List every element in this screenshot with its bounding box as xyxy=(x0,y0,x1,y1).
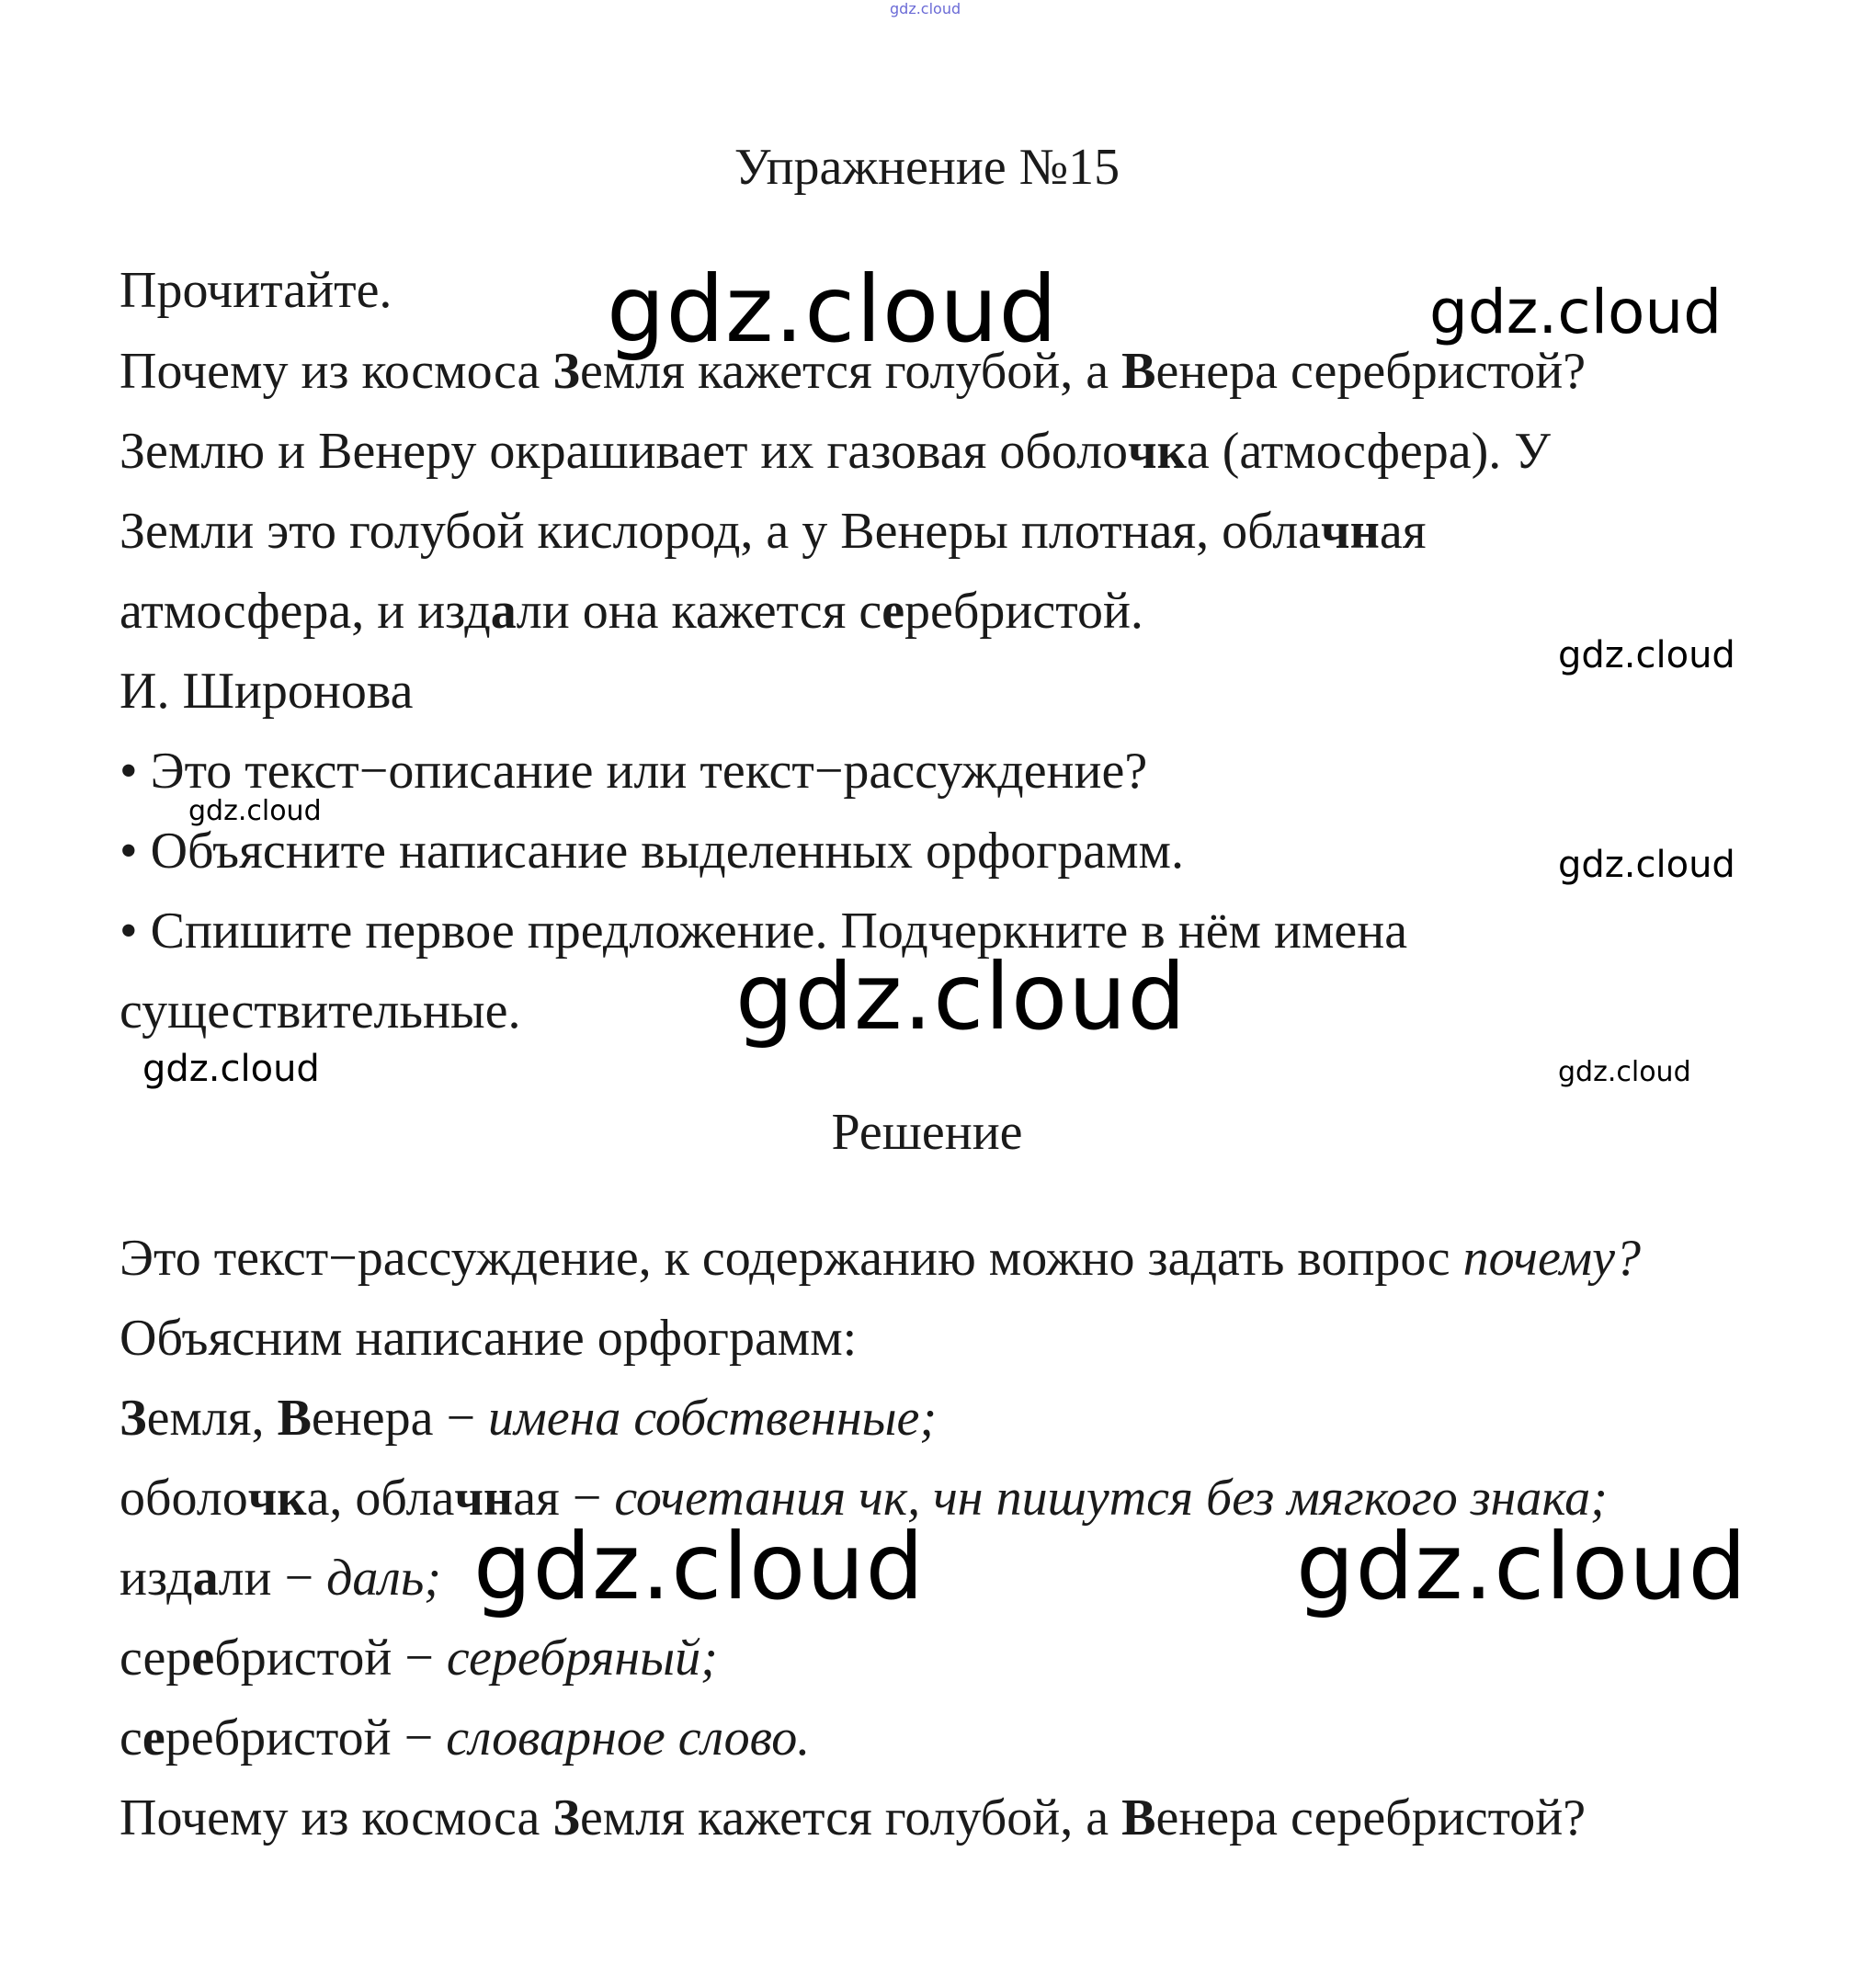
text-line-1: Почему из космоса Земля кажется голубой, а Венера серебристой? xyxy=(119,343,1587,400)
watermark: gdz.cloud xyxy=(735,943,1188,1051)
watermark: gdz.cloud xyxy=(142,1048,320,1090)
text-line-3: Земли это голубой кислород, а у Венеры плотная, облачная xyxy=(119,503,1427,560)
watermark: gdz.cloud xyxy=(607,256,1059,363)
question-2: • Объясните написание выделенных орфограмм. xyxy=(119,823,1184,880)
question-1: • Это текст−описание или текст−рассуждение? xyxy=(119,743,1148,800)
watermark: gdz.cloud xyxy=(1296,1513,1748,1620)
question-3-continuation: существительные. xyxy=(119,983,521,1039)
solution-heading: Решение xyxy=(831,1104,1023,1161)
watermark: gdz.cloud xyxy=(1558,1056,1691,1088)
author: И. Широнова xyxy=(119,663,414,720)
watermark: gdz.cloud xyxy=(188,795,322,827)
final-sentence: Почему из космоса Земля кажется голубой, а Венера серебристой? xyxy=(119,1789,1587,1846)
answer-line: Это текст−рассуждение, к содержанию можно задать вопрос почему? xyxy=(119,1230,1641,1287)
watermark: gdz.cloud xyxy=(473,1513,926,1620)
rule-line-2: оболочка, облачная − сочетания чк, чн пишутся без мягкого знака; xyxy=(119,1470,1608,1527)
rule-line-4: серебристой − серебряный; xyxy=(119,1630,718,1687)
exercise-title: Упражнение №15 xyxy=(734,139,1120,196)
watermark: gdz.cloud xyxy=(1558,844,1735,886)
watermark: gdz.cloud xyxy=(1558,634,1735,676)
rule-line-3: издали − даль; xyxy=(119,1550,441,1607)
text-line-2: Землю и Венеру окрашивает их газовая оболочка (атмосфера). У xyxy=(119,423,1551,480)
rule-line-1: Земля, Венера − имена собственные; xyxy=(119,1390,938,1447)
rule-line-5: серебристой − словарное слово. xyxy=(119,1710,811,1766)
explain-intro: Объясним написание орфограмм: xyxy=(119,1310,858,1367)
text-line-4: атмосфера, и издали она кажется серебристой. xyxy=(119,583,1143,640)
question-3: • Спишите первое предложение. Подчеркните в нём имена xyxy=(119,903,1408,960)
instruction: Прочитайте. xyxy=(119,262,392,319)
watermark: gdz.cloud xyxy=(1429,277,1723,347)
watermark: gdz.cloud xyxy=(890,0,961,17)
